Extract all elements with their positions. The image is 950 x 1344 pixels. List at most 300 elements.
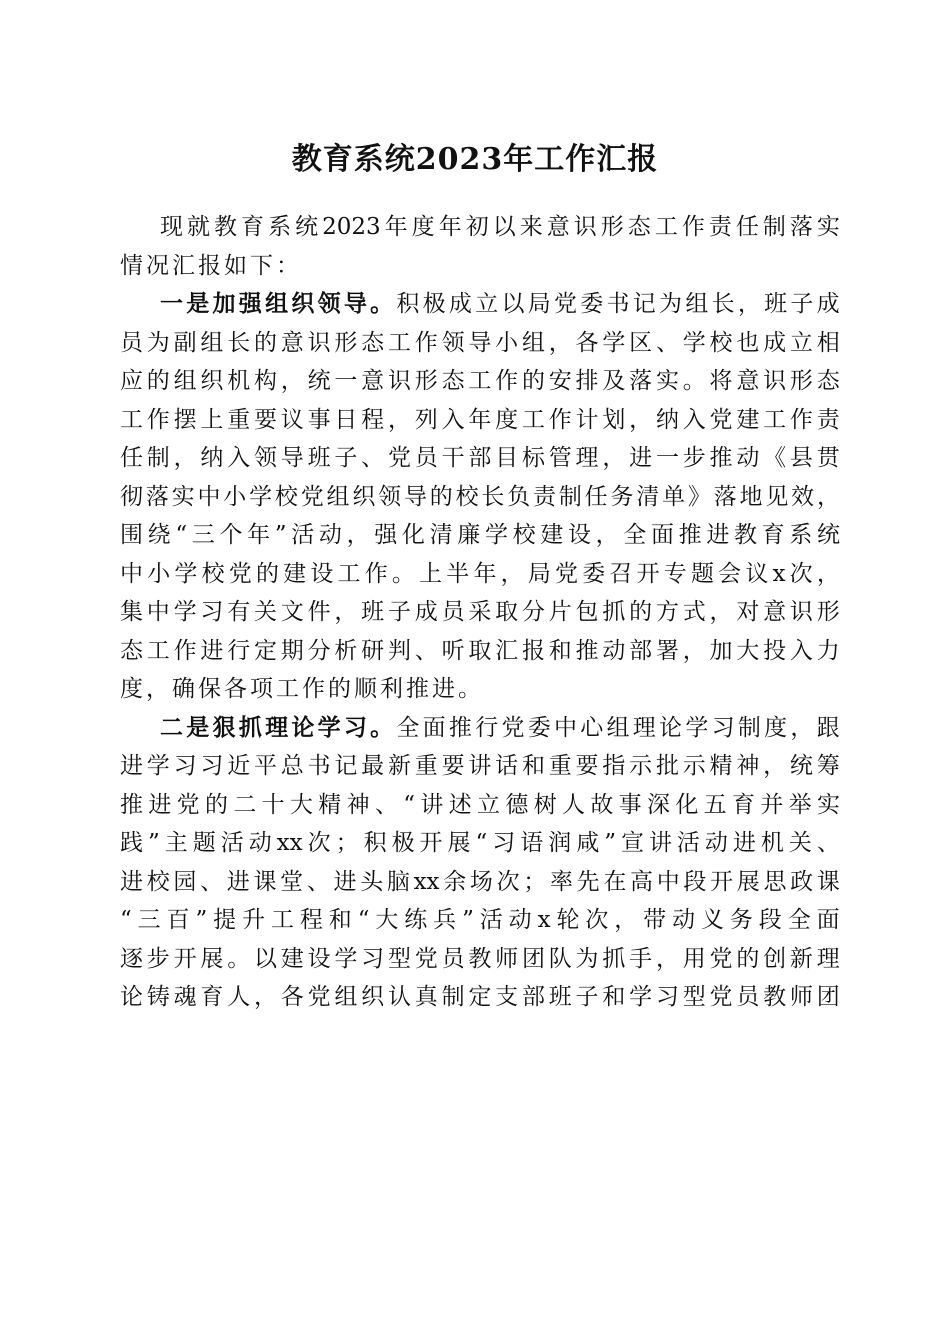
line-char: 度 bbox=[411, 214, 435, 240]
line-char: 用 bbox=[682, 945, 706, 972]
line-char: 行 bbox=[227, 637, 251, 664]
line-char: 大 bbox=[375, 907, 399, 933]
line-char: 析 bbox=[334, 637, 358, 664]
line-char: 进 bbox=[629, 445, 653, 471]
line-char: 展 bbox=[200, 945, 224, 972]
line-char: 2023 bbox=[322, 214, 381, 240]
line-char: 践 bbox=[120, 830, 143, 856]
line-char: 动 bbox=[736, 445, 760, 471]
line-char: 实 bbox=[655, 368, 679, 394]
line-char: 纳 bbox=[200, 445, 224, 471]
line-char: 组 bbox=[326, 483, 350, 510]
line-char: 子 bbox=[790, 291, 814, 317]
line-char: 排 bbox=[575, 368, 599, 394]
line-char: 也 bbox=[736, 329, 760, 356]
line-char: 学 bbox=[629, 984, 653, 1010]
line-char: 和 bbox=[521, 753, 545, 779]
line-char: 强 bbox=[374, 522, 398, 548]
line-char: 语 bbox=[520, 830, 544, 856]
line-char: 开 bbox=[419, 830, 443, 856]
line-char: 单 bbox=[662, 483, 686, 510]
line-char: 动 bbox=[318, 522, 342, 548]
line-char: 步 bbox=[682, 445, 706, 471]
line-char: 学 bbox=[174, 560, 198, 587]
line-char: 对 bbox=[736, 599, 760, 625]
line-char: 责 bbox=[816, 406, 840, 433]
line-char: 神 bbox=[736, 753, 760, 779]
line-char: 积 bbox=[363, 830, 387, 856]
line-char: 有 bbox=[227, 599, 251, 625]
line-char: 织 bbox=[200, 368, 224, 394]
line-char: 并 bbox=[760, 791, 784, 818]
line-char: 件 bbox=[307, 599, 331, 625]
line-char: 先 bbox=[576, 868, 600, 895]
line-char: 设 bbox=[307, 945, 331, 972]
line-char: 制 bbox=[441, 984, 465, 1010]
bold-heading-char: 织 bbox=[291, 290, 315, 317]
line-char: 落 bbox=[713, 483, 737, 510]
line-char: 署 bbox=[655, 637, 679, 664]
line-char: 三 bbox=[191, 522, 215, 548]
line-char: 党 bbox=[228, 560, 252, 587]
line-char: 二 bbox=[233, 791, 257, 818]
line-char: 组 bbox=[200, 329, 224, 356]
line-char: 次 bbox=[585, 907, 609, 933]
line-char: 班 bbox=[307, 445, 331, 471]
line-char: 支 bbox=[495, 984, 519, 1010]
line-char: 政 bbox=[790, 868, 814, 895]
line-char: 议 bbox=[280, 406, 304, 433]
line-char: 动 bbox=[248, 830, 272, 856]
line-char: 党 bbox=[176, 791, 200, 818]
line-char: 抓 bbox=[602, 599, 626, 625]
text-line bbox=[120, 824, 840, 863]
line-char: 工 bbox=[146, 637, 170, 664]
line-char: “ bbox=[357, 907, 370, 933]
line-char: 推 bbox=[709, 445, 733, 471]
line-char: 织 bbox=[361, 984, 385, 1010]
line-char: 年 bbox=[468, 406, 492, 433]
line-char: 工 bbox=[654, 214, 678, 240]
line-char: 地 bbox=[739, 483, 763, 510]
line-char: 示 bbox=[629, 753, 653, 779]
line-char: 度 bbox=[495, 406, 519, 433]
line-char: 学 bbox=[602, 329, 626, 356]
bold-heading-char: 习 bbox=[343, 713, 367, 741]
line-char: 立 bbox=[477, 791, 501, 818]
line-char: 程 bbox=[361, 406, 385, 433]
line-char: 面 bbox=[816, 907, 840, 933]
line-char: 区 bbox=[629, 329, 653, 356]
line-char: 重 bbox=[548, 753, 572, 779]
line-char: 题 bbox=[192, 830, 216, 856]
line-char: 的 bbox=[429, 483, 453, 510]
line-char: 认 bbox=[387, 984, 411, 1010]
line-char: 文 bbox=[280, 599, 304, 625]
line-char: 委 bbox=[582, 560, 606, 587]
line-char: 队 bbox=[548, 945, 572, 972]
line-char: 轮 bbox=[556, 907, 580, 933]
line-char: 总 bbox=[280, 753, 304, 779]
line-char: 意 bbox=[280, 329, 304, 356]
line-char: 组 bbox=[334, 984, 358, 1010]
line-char: 划 bbox=[602, 406, 626, 433]
line-char: 建 bbox=[540, 522, 564, 548]
line-char: 学 bbox=[146, 753, 170, 779]
line-char: 中 bbox=[197, 483, 221, 510]
text-line bbox=[120, 670, 840, 709]
line-char: 上 bbox=[200, 406, 224, 433]
bold-heading-char: 加 bbox=[212, 290, 236, 317]
line-char: 十 bbox=[261, 791, 285, 818]
line-char: 员 bbox=[441, 599, 465, 625]
line-char: 极 bbox=[422, 291, 446, 317]
line-char: 系 bbox=[268, 214, 292, 240]
line-char: 的 bbox=[255, 560, 279, 587]
line-char: 入 bbox=[441, 406, 465, 433]
line-char: 专 bbox=[663, 560, 687, 587]
line-char: 记 bbox=[334, 753, 358, 779]
line-char: 中 bbox=[146, 599, 170, 625]
line-char: 德 bbox=[505, 791, 529, 818]
line-char: 活 bbox=[220, 830, 244, 856]
line-char: 子 bbox=[575, 984, 599, 1010]
document-title: 教育系统2023年工作汇报 bbox=[291, 142, 659, 177]
line-char: 次 bbox=[496, 868, 520, 895]
line-char: 新 bbox=[387, 753, 411, 779]
line-char: 校 bbox=[274, 483, 298, 510]
line-char: 校 bbox=[709, 329, 733, 356]
line-char: 党 bbox=[414, 945, 438, 972]
line-char: 领 bbox=[378, 483, 402, 510]
line-char: 期 bbox=[280, 637, 304, 664]
bold-heading-char: 强 bbox=[238, 290, 262, 317]
line-char: 进 bbox=[732, 830, 756, 856]
line-char: 工 bbox=[521, 406, 545, 433]
line-char: 提 bbox=[213, 907, 237, 933]
line-char: 课 bbox=[816, 868, 840, 895]
line-char: 党 bbox=[553, 291, 577, 317]
line-char: 育 bbox=[200, 984, 224, 1010]
line-char: 党 bbox=[709, 984, 733, 1010]
line-char: 开 bbox=[710, 868, 734, 895]
line-char: 事 bbox=[307, 406, 331, 433]
line-char: 开 bbox=[173, 945, 197, 972]
line-char: “ bbox=[120, 907, 132, 933]
line-char: 员 bbox=[120, 329, 143, 356]
line-char: 副 bbox=[173, 329, 197, 356]
line-char: 管 bbox=[548, 445, 572, 471]
line-char: 大 bbox=[289, 791, 313, 818]
line-char: ， bbox=[334, 599, 358, 625]
line-char: ， bbox=[346, 522, 370, 548]
line-char: 将 bbox=[709, 368, 733, 394]
line-char: 取 bbox=[495, 599, 519, 625]
line-char: 员 bbox=[441, 945, 465, 972]
line-char: 的 bbox=[521, 368, 545, 394]
line-char: 场 bbox=[469, 868, 493, 895]
line-char: 百 bbox=[166, 907, 190, 933]
line-char: 真 bbox=[414, 984, 438, 1010]
line-char: 子 bbox=[334, 445, 358, 471]
line-char: 书 bbox=[606, 291, 630, 317]
line-char: 导 bbox=[468, 329, 492, 356]
line-char: 铸 bbox=[146, 984, 170, 1010]
line-char: 制 bbox=[762, 214, 786, 240]
line-char: 导 bbox=[403, 483, 427, 510]
line-char: 形 bbox=[414, 368, 438, 394]
line-char: 述 bbox=[448, 791, 472, 818]
line-char: 形 bbox=[334, 329, 358, 356]
line-char: ， bbox=[655, 945, 679, 972]
line-char: 进 bbox=[120, 753, 143, 779]
line-char: 手 bbox=[629, 945, 653, 972]
line-char: 报 bbox=[521, 637, 545, 664]
line-char: 任 bbox=[735, 214, 759, 240]
line-char: 脑 bbox=[386, 868, 410, 895]
bold-heading-char: 理 bbox=[265, 713, 289, 741]
line-char: 责 bbox=[533, 483, 556, 510]
line-char: 学 bbox=[682, 329, 706, 356]
line-char: 举 bbox=[788, 791, 812, 818]
text-line bbox=[120, 863, 840, 902]
line-char: 进 bbox=[333, 868, 357, 895]
line-char: “ bbox=[403, 791, 416, 818]
text-line bbox=[120, 516, 840, 555]
line-char: 练 bbox=[404, 907, 428, 933]
line-char: 的 bbox=[629, 599, 653, 625]
line-char: 采 bbox=[468, 599, 492, 625]
line-char: 教 bbox=[214, 214, 238, 240]
line-char: 纳 bbox=[655, 406, 679, 433]
line-char: 习 bbox=[361, 945, 385, 972]
line-char: 以 bbox=[501, 291, 525, 317]
line-char: 习 bbox=[200, 753, 224, 779]
line-char: 展 bbox=[736, 868, 760, 895]
line-char: 包 bbox=[575, 599, 599, 625]
text-line bbox=[120, 593, 840, 632]
line-char: 工 bbox=[468, 368, 492, 394]
line-char: 活 bbox=[479, 907, 503, 933]
line-char: 团 bbox=[521, 945, 545, 972]
line-char: 设 bbox=[310, 560, 334, 587]
line-char: 务 bbox=[729, 907, 753, 933]
line-char: 为 bbox=[659, 291, 683, 317]
line-char: 理 bbox=[816, 945, 840, 972]
text-line bbox=[120, 632, 840, 671]
line-char: 委 bbox=[580, 291, 604, 317]
line-char: 作 bbox=[495, 368, 519, 394]
line-char: 围 bbox=[120, 522, 143, 548]
line-char: 设 bbox=[567, 522, 591, 548]
line-char: 逐 bbox=[120, 945, 143, 972]
line-char: ， bbox=[173, 445, 197, 471]
line-char: 县 bbox=[789, 445, 813, 471]
line-char: 构 bbox=[253, 368, 277, 394]
line-char: 和 bbox=[602, 984, 626, 1010]
line-char: 中 bbox=[553, 714, 577, 741]
line-char: 义 bbox=[700, 907, 724, 933]
line-char: 以 bbox=[492, 214, 516, 240]
line-char: 精 bbox=[318, 791, 342, 818]
bold-heading-char: 抓 bbox=[238, 713, 262, 741]
line-char: 进 bbox=[148, 791, 172, 818]
line-char: 进 bbox=[226, 868, 250, 895]
line-char: 记 bbox=[632, 291, 656, 317]
line-char: 作 bbox=[548, 406, 572, 433]
document-body bbox=[120, 208, 840, 1017]
line-char: 。 bbox=[391, 560, 415, 587]
line-char: 作 bbox=[414, 329, 438, 356]
line-char: 务 bbox=[610, 483, 634, 510]
line-char: 识 bbox=[763, 368, 787, 394]
line-char: 育 bbox=[761, 522, 785, 548]
line-char: 近 bbox=[227, 753, 251, 779]
line-char: 导 bbox=[280, 445, 304, 471]
line-char: 局 bbox=[527, 560, 551, 587]
line-char: 师 bbox=[789, 984, 813, 1010]
line-char: 干 bbox=[441, 445, 465, 471]
line-char: 及 bbox=[602, 368, 626, 394]
text-line bbox=[120, 555, 840, 594]
line-char: 工 bbox=[120, 406, 143, 433]
line-char: 关 bbox=[788, 830, 812, 856]
line-char: 一 bbox=[334, 368, 358, 394]
line-char: 精 bbox=[709, 753, 733, 779]
line-char: 部 bbox=[468, 445, 492, 471]
line-char: 党 bbox=[501, 714, 525, 741]
line-char: 示 bbox=[682, 753, 706, 779]
line-char: 开 bbox=[636, 560, 660, 587]
line-char: 率 bbox=[549, 868, 573, 895]
line-char: 程 bbox=[299, 907, 323, 933]
line-char: 工 bbox=[337, 560, 361, 587]
line-char: 态 bbox=[441, 368, 465, 394]
line-char: 动 bbox=[704, 830, 728, 856]
line-char: 学 bbox=[249, 483, 273, 510]
line-char: 心 bbox=[580, 714, 604, 741]
line-char: 识 bbox=[307, 329, 331, 356]
line-char: 负 bbox=[507, 483, 531, 510]
line-char: 动 bbox=[508, 907, 532, 933]
line-char: 分 bbox=[307, 637, 331, 664]
line-char: ， bbox=[629, 406, 653, 433]
line-char: 带 bbox=[643, 907, 667, 933]
line-char: 党 bbox=[709, 945, 733, 972]
line-char: 式 bbox=[682, 599, 706, 625]
line-char: 片 bbox=[548, 599, 572, 625]
line-char: 书 bbox=[307, 753, 331, 779]
line-char: 化 bbox=[675, 791, 699, 818]
line-char: 作 bbox=[789, 406, 813, 433]
line-char: 重 bbox=[414, 753, 438, 779]
line-char: 员 bbox=[414, 445, 438, 471]
line-char: 实 bbox=[816, 214, 840, 240]
line-char: 判 bbox=[387, 637, 411, 664]
line-char: x bbox=[772, 560, 786, 587]
line-char: 摆 bbox=[173, 406, 197, 433]
line-char: 落 bbox=[145, 483, 169, 510]
line-char: 党 bbox=[555, 560, 578, 587]
line-char: 润 bbox=[548, 830, 572, 856]
line-char: 人 bbox=[562, 791, 586, 818]
line-char: 平 bbox=[253, 753, 277, 779]
line-char: 讲 bbox=[468, 753, 492, 779]
line-char: 取 bbox=[468, 637, 492, 664]
line-char: 中 bbox=[120, 560, 143, 587]
line-char: 习 bbox=[173, 753, 197, 779]
line-char: 课 bbox=[253, 868, 277, 895]
line-char: 宣 bbox=[620, 830, 644, 856]
line-char: 制 bbox=[146, 445, 170, 471]
line-char: 机 bbox=[227, 368, 251, 394]
line-char: 进 bbox=[120, 868, 143, 895]
line-char: 、 bbox=[200, 868, 224, 895]
line-char: “ bbox=[475, 830, 488, 856]
line-char: 党 bbox=[300, 483, 324, 510]
line-char: 安 bbox=[548, 368, 572, 394]
line-char: 态 bbox=[627, 214, 651, 240]
line-char: ” bbox=[462, 907, 474, 933]
text-line bbox=[120, 978, 840, 1017]
line-char: 理 bbox=[575, 445, 599, 471]
line-char: 学 bbox=[334, 945, 358, 972]
text-line bbox=[120, 208, 840, 247]
line-char: 初 bbox=[465, 214, 489, 240]
line-char: 委 bbox=[527, 714, 551, 741]
line-char: 习 bbox=[711, 714, 735, 741]
line-char: 态 bbox=[361, 329, 385, 356]
line-char: 相 bbox=[816, 329, 840, 356]
line-char: 主 bbox=[164, 830, 188, 856]
line-char: 定 bbox=[468, 984, 492, 1010]
line-char: 讲 bbox=[648, 830, 672, 856]
line-char: 神 bbox=[346, 791, 370, 818]
line-char: 来 bbox=[519, 214, 543, 240]
line-char: 型 bbox=[387, 945, 411, 972]
bold-heading-char: 是 bbox=[186, 713, 210, 741]
line-char: 清 bbox=[429, 522, 453, 548]
line-char: 统 bbox=[789, 753, 813, 779]
text-line bbox=[120, 747, 840, 786]
line-char: 进 bbox=[706, 522, 730, 548]
line-char: 作 bbox=[681, 214, 705, 240]
line-char: 和 bbox=[548, 637, 572, 664]
line-char: 作 bbox=[146, 406, 170, 433]
line-char: 形 bbox=[816, 599, 840, 625]
line-char: 任 bbox=[120, 445, 143, 471]
line-char: 分 bbox=[521, 599, 545, 625]
line-char: 为 bbox=[146, 329, 170, 356]
bold-heading-char: 。 bbox=[370, 290, 394, 317]
line-char: 树 bbox=[533, 791, 557, 818]
line-char: ； bbox=[335, 830, 359, 856]
line-char: ， bbox=[763, 753, 787, 779]
bold-heading-char: 一 bbox=[160, 290, 183, 317]
text-line bbox=[120, 478, 840, 517]
line-char: 集 bbox=[120, 599, 143, 625]
line-char: 班 bbox=[764, 291, 788, 317]
line-char: 织 bbox=[352, 483, 376, 510]
line-char: 中 bbox=[656, 868, 680, 895]
line-char: 制 bbox=[558, 483, 582, 510]
line-char: 创 bbox=[763, 945, 787, 972]
line-char: 组 bbox=[606, 714, 630, 741]
line-char: 余 bbox=[443, 868, 467, 895]
text-line bbox=[120, 247, 840, 286]
line-char: 段 bbox=[758, 907, 782, 933]
line-char: 汇 bbox=[495, 637, 519, 664]
